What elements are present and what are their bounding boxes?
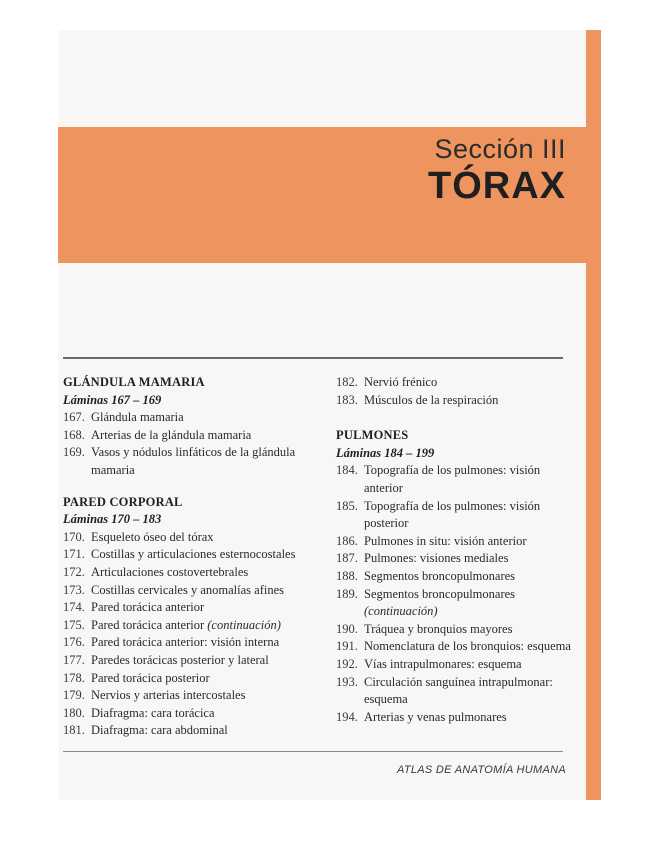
item-title: Costillas cervicales y anomalías afines xyxy=(91,582,284,597)
item-number: 188. xyxy=(336,568,358,583)
item-title: Diafragma: cara abdominal xyxy=(91,723,228,738)
item-number: 191. xyxy=(336,639,358,654)
item-title: Pared torácica anterior: visión interna xyxy=(91,635,280,650)
contents-item xyxy=(63,634,315,652)
contents-item xyxy=(336,392,576,410)
contents-item xyxy=(336,498,576,533)
item-title: Arterias y venas pulmonares xyxy=(364,709,507,724)
group-title: PULMONES xyxy=(336,428,409,443)
running-footer: ATLAS DE ANATOMÍA HUMANA xyxy=(397,764,566,776)
item-title: Topografía de los pulmones: visión anterior xyxy=(364,463,541,495)
contents-item xyxy=(336,462,576,497)
item-title: Segmentos broncopulmonares xyxy=(364,568,516,583)
item-number: 187. xyxy=(336,551,358,566)
item-number: 179. xyxy=(63,688,85,703)
item-number: 172. xyxy=(63,564,85,579)
section-label: Sección III xyxy=(434,134,566,164)
item-title: Glándula mamaria xyxy=(91,410,184,425)
item-continuation: (continuación) xyxy=(364,604,438,619)
contents-item xyxy=(63,409,315,427)
contents-group xyxy=(63,494,315,740)
contents-item xyxy=(336,533,576,551)
contents-item xyxy=(63,722,315,740)
item-number: 168. xyxy=(63,427,85,442)
group-plate-range: Láminas 167 – 169 xyxy=(63,392,162,407)
contents-item xyxy=(336,638,576,656)
item-title: Topografía de los pulmones: visión posterior xyxy=(364,498,541,531)
item-number: 173. xyxy=(63,582,85,597)
item-title: Pulmones: visiones mediales xyxy=(364,551,509,566)
item-title: Circulación sanguínea intrapulmonar: esquema xyxy=(364,674,553,707)
item-number: 185. xyxy=(336,498,358,513)
item-title: Tráquea y bronquios mayores xyxy=(364,621,513,636)
contents-right-column xyxy=(336,374,576,726)
item-number: 193. xyxy=(336,674,358,689)
contents-item xyxy=(63,670,315,688)
top-divider xyxy=(63,357,563,359)
contents-item xyxy=(63,705,315,723)
item-number: 181. xyxy=(63,723,85,738)
item-title: Vasos y nódulos linfáticos de la glándula mamaria xyxy=(91,445,296,477)
contents-item xyxy=(336,586,576,621)
contents-item xyxy=(336,568,576,586)
contents-group xyxy=(336,427,576,726)
item-title: Pared torácica anterior xyxy=(91,617,205,632)
item-number: 194. xyxy=(336,709,358,724)
contents-left-column xyxy=(63,374,315,740)
item-title: Nervió frénico xyxy=(364,375,438,389)
item-number: 175. xyxy=(63,617,85,632)
contents-item xyxy=(63,444,315,479)
item-title: Pared torácica posterior xyxy=(91,670,210,685)
item-title: Pulmones in situ: visión anterior xyxy=(364,533,527,548)
item-number: 171. xyxy=(63,547,85,562)
item-number: 184. xyxy=(336,463,358,478)
item-title-wrap xyxy=(364,586,576,621)
contents-item xyxy=(63,427,315,445)
item-number: 174. xyxy=(63,600,85,615)
contents-item xyxy=(336,674,576,709)
item-number: 169. xyxy=(63,445,85,460)
item-title: Costillas y articulaciones esternocostales xyxy=(91,547,296,562)
item-title: Vías intrapulmonares: esquema xyxy=(364,656,522,671)
item-number: 170. xyxy=(63,529,85,544)
contents-group-continued xyxy=(336,374,576,409)
item-number: 192. xyxy=(336,656,358,671)
contents-item xyxy=(336,374,576,392)
item-number: 190. xyxy=(336,621,358,636)
item-number: 177. xyxy=(63,652,85,667)
item-number: 178. xyxy=(63,670,85,685)
item-title: Músculos de la respiración xyxy=(364,392,499,407)
item-number: 167. xyxy=(63,410,85,425)
item-continuation: (continuación) xyxy=(207,617,281,632)
contents-item xyxy=(63,599,315,617)
contents-item xyxy=(63,582,315,600)
item-number: 183. xyxy=(336,392,358,407)
item-number: 180. xyxy=(63,705,85,720)
contents-item xyxy=(336,709,576,727)
item-title: Pared torácica anterior xyxy=(91,600,205,615)
contents-item xyxy=(63,617,315,635)
item-title: Nomenclatura de los bronquios: esquema xyxy=(364,639,571,654)
item-title: Articulaciones costovertebrales xyxy=(91,564,249,579)
contents-item xyxy=(63,652,315,670)
bottom-divider xyxy=(63,751,563,752)
contents-item xyxy=(336,656,576,674)
item-title: Nervios y arterias intercostales xyxy=(91,688,246,703)
item-title: Arterias de la glándula mamaria xyxy=(91,427,252,442)
contents-item xyxy=(63,687,315,705)
item-title: Segmentos broncopulmonares xyxy=(364,586,516,601)
group-title: GLÁNDULA MAMARIA xyxy=(63,375,205,389)
contents-item xyxy=(63,564,315,582)
item-title: Esqueleto óseo del tórax xyxy=(91,529,214,544)
contents-item xyxy=(336,550,576,568)
item-number: 182. xyxy=(336,375,358,389)
group-plate-range: Láminas 170 – 183 xyxy=(63,512,162,527)
group-plate-range: Láminas 184 – 199 xyxy=(336,445,435,460)
contents-item xyxy=(336,621,576,639)
item-title: Diafragma: cara torácica xyxy=(91,705,215,720)
item-number: 189. xyxy=(336,586,358,601)
item-number: 176. xyxy=(63,635,85,650)
contents-item xyxy=(63,529,315,547)
item-title-wrap xyxy=(91,617,315,635)
section-title: TÓRAX xyxy=(428,165,566,207)
contents-item xyxy=(63,546,315,564)
item-title: Paredes torácicas posterior y lateral xyxy=(91,652,269,667)
contents-group xyxy=(63,374,315,480)
group-title: PARED CORPORAL xyxy=(63,494,183,509)
item-number: 186. xyxy=(336,533,358,548)
